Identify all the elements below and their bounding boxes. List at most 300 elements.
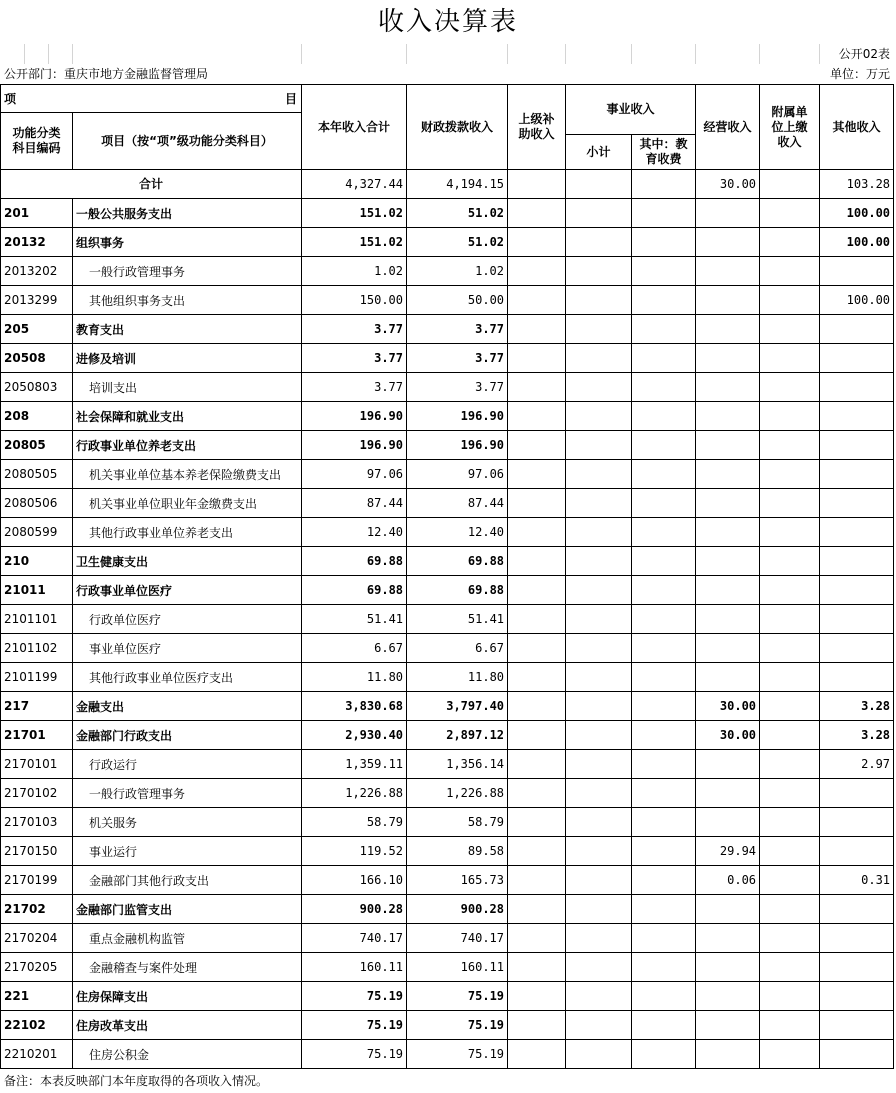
- page-title: 收入决算表: [377, 7, 518, 37]
- row-other: [820, 895, 894, 924]
- row-code: 2101199: [1, 663, 73, 692]
- row-superior: [508, 199, 566, 228]
- row-superior: [508, 344, 566, 373]
- row-business: 29.94: [696, 837, 760, 866]
- footnote: 备注：本表反映部门本年度取得的各项收入情况。: [4, 1074, 269, 1088]
- row-edu: [632, 924, 696, 953]
- row-subtotal: [566, 547, 632, 576]
- row-business: [696, 924, 760, 953]
- row-fiscal: 12.40: [407, 518, 508, 547]
- row-affiliate: [760, 402, 820, 431]
- row-subtotal: [566, 373, 632, 402]
- row-edu: [632, 257, 696, 286]
- row-total: 1,359.11: [302, 750, 407, 779]
- row-subtotal: [566, 315, 632, 344]
- row-fiscal: 900.28: [407, 895, 508, 924]
- row-affiliate: [760, 605, 820, 634]
- row-other: [820, 576, 894, 605]
- row-other: [820, 489, 894, 518]
- department-label: 公开部门：重庆市地方金融监督管理局: [4, 67, 209, 81]
- row-superior: [508, 808, 566, 837]
- row-code: 2170204: [1, 924, 73, 953]
- row-affiliate: [760, 315, 820, 344]
- table-row: [1, 721, 894, 750]
- row-affiliate: [760, 547, 820, 576]
- row-name: 事业单位医疗: [73, 634, 302, 663]
- row-affiliate: [760, 692, 820, 721]
- row-subtotal: [566, 489, 632, 518]
- row-total: 166.10: [302, 866, 407, 895]
- row-affiliate: [760, 576, 820, 605]
- row-subtotal: [566, 605, 632, 634]
- row-edu: [632, 663, 696, 692]
- row-total: 2,930.40: [302, 721, 407, 750]
- row-subtotal: [566, 982, 632, 1011]
- row-edu: [632, 750, 696, 779]
- row-business: [696, 808, 760, 837]
- row-other: [820, 373, 894, 402]
- row-code: 2080599: [1, 518, 73, 547]
- total-row: [1, 170, 894, 199]
- table-row: [1, 634, 894, 663]
- table-row: [1, 895, 894, 924]
- row-name: 金融稽查与案件处理: [73, 953, 302, 982]
- row-total: 97.06: [302, 460, 407, 489]
- table-row: [1, 228, 894, 257]
- row-edu: [632, 953, 696, 982]
- row-subtotal: [566, 199, 632, 228]
- row-edu: [632, 634, 696, 663]
- row-business: [696, 228, 760, 257]
- row-business: [696, 344, 760, 373]
- row-other: 0.31: [820, 866, 894, 895]
- table-row: [1, 1040, 894, 1069]
- header-func-code: 功能分类 科目编码: [1, 113, 73, 170]
- table-number: 公开02表: [838, 47, 890, 61]
- row-fiscal: 740.17: [407, 924, 508, 953]
- row-other: [820, 605, 894, 634]
- row-superior: [508, 315, 566, 344]
- row-total: 151.02: [302, 199, 407, 228]
- row-subtotal: [566, 866, 632, 895]
- row-other: [820, 547, 894, 576]
- table-row: [1, 924, 894, 953]
- row-code: 2170101: [1, 750, 73, 779]
- row-fiscal: 6.67: [407, 634, 508, 663]
- row-affiliate: [760, 866, 820, 895]
- row-total: 75.19: [302, 982, 407, 1011]
- row-edu: [632, 547, 696, 576]
- row-business: [696, 750, 760, 779]
- row-subtotal: [566, 1040, 632, 1069]
- row-business: [696, 982, 760, 1011]
- row-code: 21011: [1, 576, 73, 605]
- row-name: 机关事业单位职业年金缴费支出: [73, 489, 302, 518]
- row-affiliate: [760, 344, 820, 373]
- row-code: 20508: [1, 344, 73, 373]
- row-business: [696, 779, 760, 808]
- table-row: [1, 257, 894, 286]
- row-business: [696, 373, 760, 402]
- row-business: [696, 431, 760, 460]
- row-total: 196.90: [302, 402, 407, 431]
- row-fiscal: 87.44: [407, 489, 508, 518]
- row-name: 住房公积金: [73, 1040, 302, 1069]
- row-fiscal: 3.77: [407, 344, 508, 373]
- row-name: 行政单位医疗: [73, 605, 302, 634]
- row-code: 221: [1, 982, 73, 1011]
- row-affiliate: [760, 750, 820, 779]
- row-code: 21702: [1, 895, 73, 924]
- row-fiscal: 89.58: [407, 837, 508, 866]
- row-code: 2170205: [1, 953, 73, 982]
- row-superior: [508, 605, 566, 634]
- table-row: [1, 489, 894, 518]
- row-superior: [508, 866, 566, 895]
- table-row: [1, 199, 894, 228]
- row-total: 75.19: [302, 1011, 407, 1040]
- row-affiliate: [760, 431, 820, 460]
- row-fiscal: 97.06: [407, 460, 508, 489]
- row-edu: [632, 1011, 696, 1040]
- row-code: 205: [1, 315, 73, 344]
- row-superior: [508, 460, 566, 489]
- row-superior: [508, 953, 566, 982]
- row-name: 其他行政事业单位医疗支出: [73, 663, 302, 692]
- row-subtotal: [566, 518, 632, 547]
- row-code: 2013202: [1, 257, 73, 286]
- table-row: [1, 547, 894, 576]
- row-total: 75.19: [302, 1040, 407, 1069]
- row-affiliate: [760, 373, 820, 402]
- row-fiscal: 51.02: [407, 199, 508, 228]
- row-code: 2080506: [1, 489, 73, 518]
- row-name: 住房保障支出: [73, 982, 302, 1011]
- header-shiye: 事业收入: [566, 85, 696, 135]
- row-name: 金融部门行政支出: [73, 721, 302, 750]
- row-affiliate: [760, 286, 820, 315]
- row-other: 2.97: [820, 750, 894, 779]
- row-code: 2170150: [1, 837, 73, 866]
- row-other: [820, 460, 894, 489]
- row-total: 160.11: [302, 953, 407, 982]
- row-total: 6.67: [302, 634, 407, 663]
- row-fiscal: 69.88: [407, 576, 508, 605]
- total-superior: [508, 170, 566, 199]
- row-edu: [632, 199, 696, 228]
- row-fiscal: 50.00: [407, 286, 508, 315]
- row-superior: [508, 1040, 566, 1069]
- row-total: 87.44: [302, 489, 407, 518]
- row-fiscal: 11.80: [407, 663, 508, 692]
- row-edu: [632, 344, 696, 373]
- row-other: [820, 663, 894, 692]
- row-total: 151.02: [302, 228, 407, 257]
- row-code: 20132: [1, 228, 73, 257]
- row-affiliate: [760, 518, 820, 547]
- row-superior: [508, 750, 566, 779]
- total-affiliate: [760, 170, 820, 199]
- header-edu-fee: 其中：教 育收费: [632, 135, 696, 170]
- row-code: 210: [1, 547, 73, 576]
- row-fiscal: 1.02: [407, 257, 508, 286]
- row-total: 3.77: [302, 344, 407, 373]
- row-code: 201: [1, 199, 73, 228]
- table-row: [1, 431, 894, 460]
- row-total: 11.80: [302, 663, 407, 692]
- row-superior: [508, 257, 566, 286]
- row-business: 30.00: [696, 692, 760, 721]
- row-edu: [632, 837, 696, 866]
- row-business: [696, 576, 760, 605]
- row-subtotal: [566, 257, 632, 286]
- table-row: [1, 866, 894, 895]
- row-superior: [508, 924, 566, 953]
- total-business: 30.00: [696, 170, 760, 199]
- row-total: 3.77: [302, 373, 407, 402]
- row-other: [820, 315, 894, 344]
- row-business: [696, 895, 760, 924]
- row-affiliate: [760, 779, 820, 808]
- row-code: 20805: [1, 431, 73, 460]
- row-edu: [632, 315, 696, 344]
- row-name: 一般行政管理事务: [73, 779, 302, 808]
- row-subtotal: [566, 431, 632, 460]
- row-subtotal: [566, 750, 632, 779]
- row-name: 行政事业单位养老支出: [73, 431, 302, 460]
- row-subtotal: [566, 837, 632, 866]
- row-superior: [508, 228, 566, 257]
- row-code: 2101102: [1, 634, 73, 663]
- row-edu: [632, 373, 696, 402]
- row-superior: [508, 779, 566, 808]
- row-code: 2101101: [1, 605, 73, 634]
- table-row: [1, 402, 894, 431]
- row-edu: [632, 982, 696, 1011]
- table-row: [1, 779, 894, 808]
- header-item-cell: [1, 85, 302, 113]
- row-fiscal: 160.11: [407, 953, 508, 982]
- row-name: 培训支出: [73, 373, 302, 402]
- row-subtotal: [566, 779, 632, 808]
- row-business: 0.06: [696, 866, 760, 895]
- row-code: 2080505: [1, 460, 73, 489]
- row-total: 69.88: [302, 576, 407, 605]
- row-total: 150.00: [302, 286, 407, 315]
- row-superior: [508, 895, 566, 924]
- row-fiscal: 196.90: [407, 431, 508, 460]
- row-other: [820, 344, 894, 373]
- row-name: 重点金融机构监管: [73, 924, 302, 953]
- row-other: 100.00: [820, 286, 894, 315]
- row-superior: [508, 547, 566, 576]
- table-row: [1, 808, 894, 837]
- row-edu: [632, 692, 696, 721]
- row-edu: [632, 460, 696, 489]
- row-affiliate: [760, 228, 820, 257]
- row-code: 22102: [1, 1011, 73, 1040]
- row-business: [696, 547, 760, 576]
- row-name: 金融部门其他行政支出: [73, 866, 302, 895]
- row-total: 69.88: [302, 547, 407, 576]
- row-total: 3,830.68: [302, 692, 407, 721]
- row-subtotal: [566, 228, 632, 257]
- row-business: [696, 402, 760, 431]
- row-affiliate: [760, 634, 820, 663]
- row-business: [696, 634, 760, 663]
- row-affiliate: [760, 924, 820, 953]
- row-other: [820, 924, 894, 953]
- row-edu: [632, 228, 696, 257]
- row-code: 2210201: [1, 1040, 73, 1069]
- row-fiscal: 75.19: [407, 1011, 508, 1040]
- row-subtotal: [566, 808, 632, 837]
- row-affiliate: [760, 199, 820, 228]
- row-edu: [632, 721, 696, 750]
- row-code: 2013299: [1, 286, 73, 315]
- table-row: [1, 315, 894, 344]
- blank-grid-row: [0, 44, 896, 64]
- row-fiscal: 196.90: [407, 402, 508, 431]
- row-affiliate: [760, 808, 820, 837]
- row-edu: [632, 808, 696, 837]
- row-total: 119.52: [302, 837, 407, 866]
- row-superior: [508, 837, 566, 866]
- row-other: [820, 518, 894, 547]
- row-edu: [632, 779, 696, 808]
- row-fiscal: 58.79: [407, 808, 508, 837]
- row-subtotal: [566, 576, 632, 605]
- table-row: [1, 750, 894, 779]
- row-other: 100.00: [820, 228, 894, 257]
- header-business: 经营收入: [696, 85, 760, 170]
- row-code: 217: [1, 692, 73, 721]
- row-name: 一般行政管理事务: [73, 257, 302, 286]
- row-other: [820, 808, 894, 837]
- row-superior: [508, 286, 566, 315]
- row-total: 740.17: [302, 924, 407, 953]
- row-business: [696, 518, 760, 547]
- row-superior: [508, 982, 566, 1011]
- row-superior: [508, 576, 566, 605]
- row-subtotal: [566, 402, 632, 431]
- header-item-right: 目: [285, 92, 298, 106]
- total-edu: [632, 170, 696, 199]
- row-subtotal: [566, 286, 632, 315]
- row-code: 2170103: [1, 808, 73, 837]
- row-business: [696, 1040, 760, 1069]
- row-fiscal: 3.77: [407, 315, 508, 344]
- row-fiscal: 1,226.88: [407, 779, 508, 808]
- row-total: 1,226.88: [302, 779, 407, 808]
- row-name: 其他行政事业单位养老支出: [73, 518, 302, 547]
- table-row: [1, 982, 894, 1011]
- row-other: [820, 953, 894, 982]
- row-edu: [632, 286, 696, 315]
- row-fiscal: 1,356.14: [407, 750, 508, 779]
- header-item-name: 项目（按“项”级功能分类科目）: [73, 113, 302, 170]
- row-subtotal: [566, 692, 632, 721]
- row-fiscal: 51.02: [407, 228, 508, 257]
- row-fiscal: 165.73: [407, 866, 508, 895]
- row-superior: [508, 518, 566, 547]
- row-subtotal: [566, 1011, 632, 1040]
- row-affiliate: [760, 489, 820, 518]
- row-other: 3.28: [820, 692, 894, 721]
- row-total: 3.77: [302, 315, 407, 344]
- row-affiliate: [760, 953, 820, 982]
- row-affiliate: [760, 1040, 820, 1069]
- row-business: [696, 460, 760, 489]
- row-superior: [508, 721, 566, 750]
- row-name: 事业运行: [73, 837, 302, 866]
- row-affiliate: [760, 895, 820, 924]
- row-other: [820, 837, 894, 866]
- row-other: 3.28: [820, 721, 894, 750]
- row-code: 21701: [1, 721, 73, 750]
- unit-label: 单位：万元: [829, 67, 890, 81]
- table-row: [1, 344, 894, 373]
- table-row: [1, 953, 894, 982]
- row-affiliate: [760, 1011, 820, 1040]
- row-subtotal: [566, 460, 632, 489]
- row-subtotal: [566, 721, 632, 750]
- header-fiscal: 财政拨款收入: [407, 85, 508, 170]
- row-subtotal: [566, 663, 632, 692]
- row-affiliate: [760, 837, 820, 866]
- row-superior: [508, 663, 566, 692]
- row-total: 51.41: [302, 605, 407, 634]
- row-edu: [632, 518, 696, 547]
- total-other: 103.28: [820, 170, 894, 199]
- row-business: [696, 286, 760, 315]
- row-name: 组织事务: [73, 228, 302, 257]
- row-fiscal: 51.41: [407, 605, 508, 634]
- row-fiscal: 69.88: [407, 547, 508, 576]
- row-superior: [508, 1011, 566, 1040]
- table-row: [1, 1011, 894, 1040]
- row-business: [696, 315, 760, 344]
- header-affiliate: 附属单 位上缴 收入: [760, 85, 820, 170]
- row-other: 100.00: [820, 199, 894, 228]
- row-other: [820, 779, 894, 808]
- row-name: 金融部门监管支出: [73, 895, 302, 924]
- row-fiscal: 3,797.40: [407, 692, 508, 721]
- row-code: 2170102: [1, 779, 73, 808]
- row-other: [820, 402, 894, 431]
- row-name: 行政事业单位医疗: [73, 576, 302, 605]
- row-name: 金融支出: [73, 692, 302, 721]
- row-subtotal: [566, 344, 632, 373]
- row-name: 住房改革支出: [73, 1011, 302, 1040]
- row-name: 卫生健康支出: [73, 547, 302, 576]
- row-business: [696, 257, 760, 286]
- row-business: [696, 489, 760, 518]
- header-subtotal: 小计: [566, 135, 632, 170]
- total-fiscal: 4,194.15: [407, 170, 508, 199]
- row-superior: [508, 692, 566, 721]
- row-business: [696, 663, 760, 692]
- header-item-left: 项: [4, 92, 17, 106]
- row-fiscal: 2,897.12: [407, 721, 508, 750]
- row-other: [820, 257, 894, 286]
- table-row: [1, 663, 894, 692]
- row-other: [820, 431, 894, 460]
- row-total: 12.40: [302, 518, 407, 547]
- header-superior: 上级补 助收入: [508, 85, 566, 170]
- row-total: 1.02: [302, 257, 407, 286]
- total-subtotal: [566, 170, 632, 199]
